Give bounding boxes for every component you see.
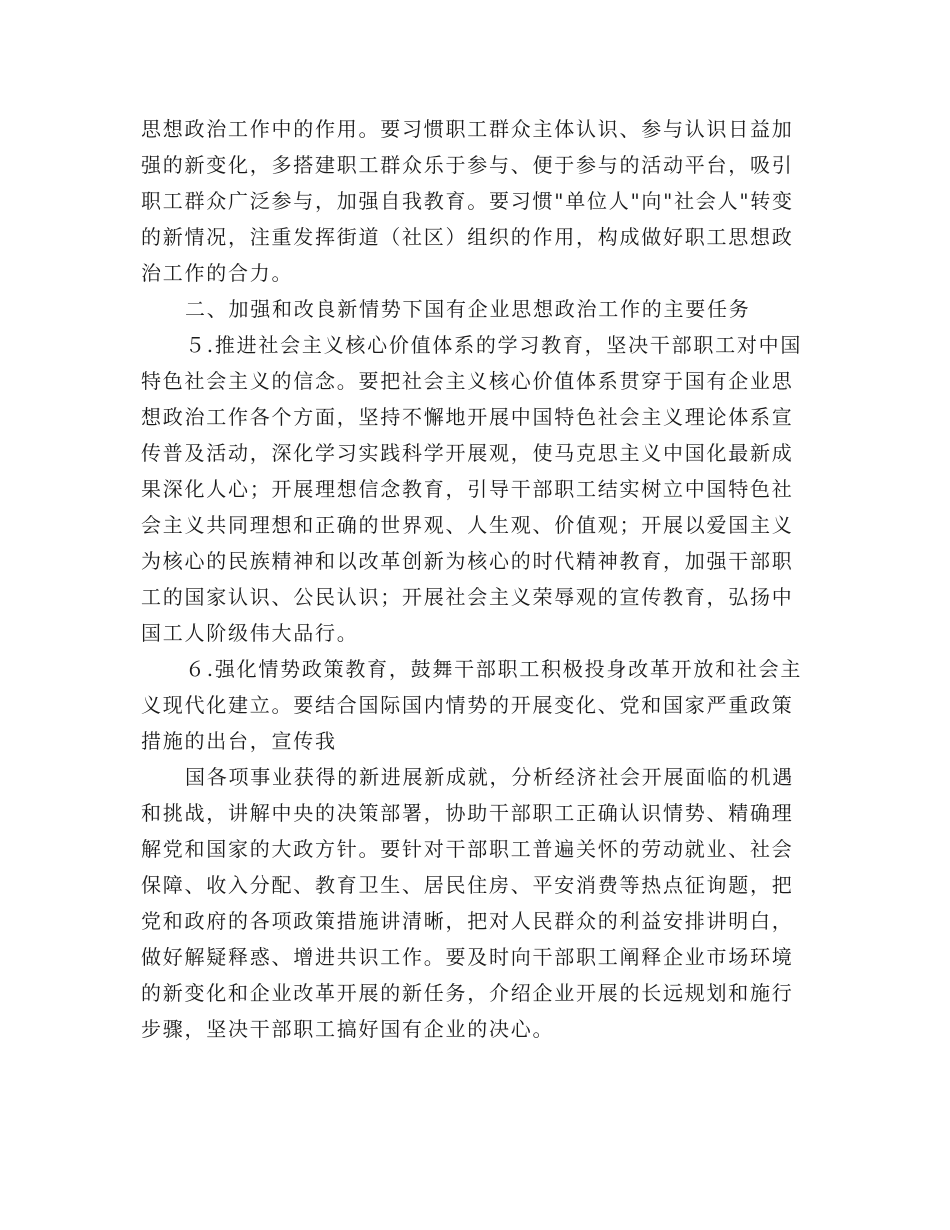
text-line: 党和政府的各项政策措施讲清晰，把对人民群众的利益安排讲明白， [141,909,794,933]
text-line: 措施的出台，宣传我 [141,729,337,753]
text-line: 传普及活动，深化学习实践科学开展观，使马克思主义中国化最新成 [141,441,794,465]
text-line: 为核心的民族精神和以改革创新为核心的时代精神教育，加强干部职 [141,549,794,573]
text-line: 国各项事业获得的新进展新成就，分析经济社会开展面临的机遇 [185,765,794,789]
text-line: 国工人阶级伟大品行。 [141,621,359,645]
text-line: 会主义共同理想和正确的世界观、人生观、价值观；开展以爱国主义 [141,513,794,537]
text-line: 保障、收入分配、教育卫生、居民住房、平安消费等热点征询题，把 [141,873,794,897]
text-line: 想政治工作各个方面，坚持不懈地开展中国特色社会主义理论体系宣 [141,405,794,429]
text-line: 治工作的合力。 [141,261,294,285]
text-line: 义现代化建立。要结合国际国内情势的开展变化、党和国家严重政策 [141,693,794,717]
text-line: 思想政治工作中的作用。要习惯职工群众主体认识、参与认识日益加 [141,117,794,141]
text-line: 强的新变化，多搭建职工群众乐于参与、便于参与的活动平台，吸引 [141,153,794,177]
text-line: 解党和国家的大政方针。要针对干部职工普遍关怀的劳动就业、社会 [141,837,794,861]
text-line: 步骤，坚决干部职工搞好国有企业的决心。 [141,1017,555,1041]
text-line: 做好解疑释惑、增进共识工作。要及时向干部职工阐释企业市场环境 [141,945,794,969]
text-line: 工的国家认识、公民认识；开展社会主义荣辱观的宣传教育，弘扬中 [141,585,794,609]
section-heading: 二、加强和改良新情势下国有企业思想政治工作的主要任务 [185,297,751,321]
text-line: ６.强化情势政策教育，鼓舞干部职工积极投身改革开放和社会主 [185,657,803,681]
text-line: 果深化人心；开展理想信念教育，引导干部职工结实树立中国特色社 [141,477,794,501]
text-line: ５.推进社会主义核心价值体系的学习教育，坚决干部职工对中国 [185,333,803,357]
text-line: 的新情况，注重发挥街道（社区）组织的作用，构成做好职工思想政 [141,225,794,249]
text-line: 的新变化和企业改革开展的新任务，介绍企业开展的长远规划和施行 [141,981,794,1005]
text-line: 职工群众广泛参与，加强自我教育。要习惯"单位人"向"社会人"转变 [141,189,794,213]
text-line: 和挑战，讲解中央的决策部署，协助干部职工正确认识情势、精确理 [141,801,794,825]
text-line: 特色社会主义的信念。要把社会主义核心价值体系贯穿于国有企业思 [141,369,794,393]
